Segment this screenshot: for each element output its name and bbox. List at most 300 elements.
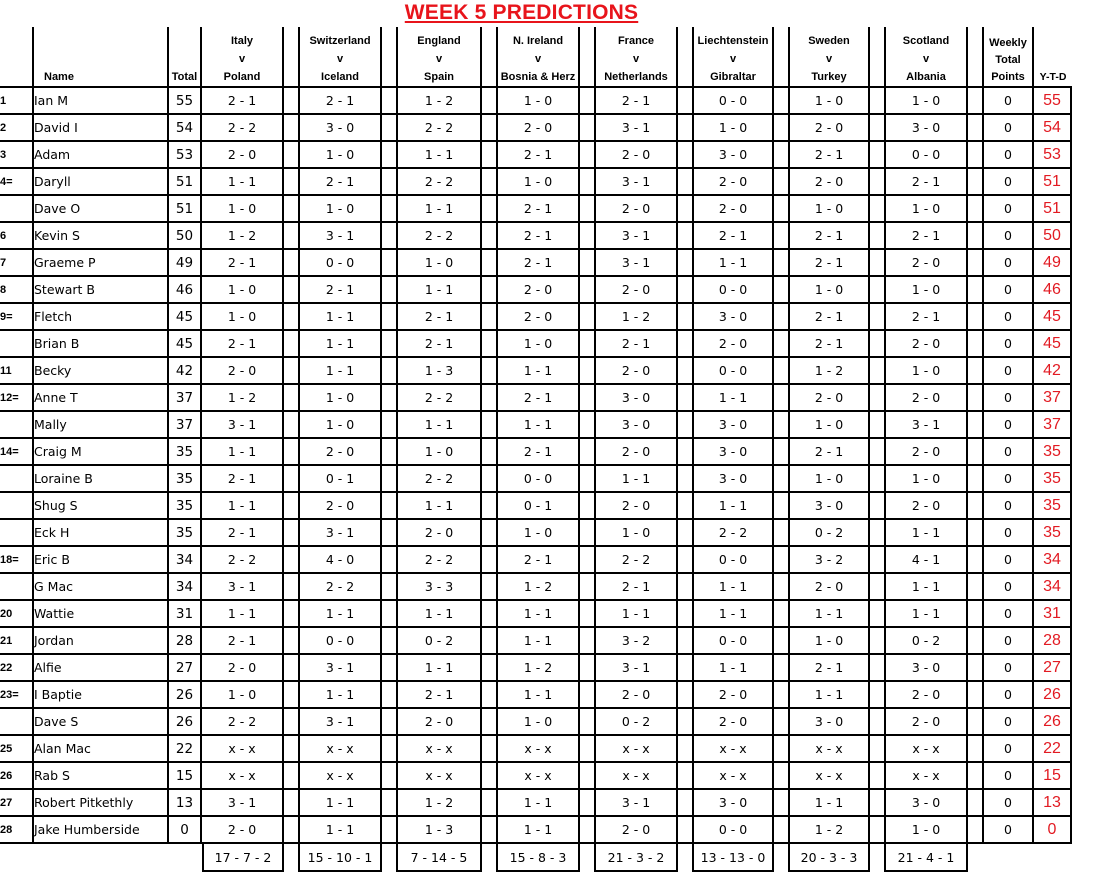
table-row bbox=[0, 86, 1072, 113]
table-row bbox=[0, 815, 1072, 844]
prediction-cell: x - x bbox=[298, 761, 382, 788]
ytd-points: 37 bbox=[1034, 410, 1072, 437]
prediction-cell: 3 - 0 bbox=[692, 464, 774, 491]
prediction-cell: 2 - 1 bbox=[788, 437, 870, 464]
prediction-cell: 2 - 1 bbox=[496, 248, 580, 275]
prediction-cell: x - x bbox=[692, 761, 774, 788]
weekly-points-header: Weekly Total Points bbox=[982, 27, 1034, 86]
rank-cell: 20 bbox=[0, 599, 32, 626]
prediction-cell: 2 - 1 bbox=[788, 302, 870, 329]
weekly-points: 0 bbox=[982, 329, 1034, 356]
total-points: 51 bbox=[167, 167, 202, 194]
prediction-cell: 2 - 1 bbox=[884, 221, 968, 248]
ytd-points: 46 bbox=[1034, 275, 1072, 302]
table-row bbox=[0, 788, 1072, 815]
prediction-cell: 3 - 1 bbox=[594, 788, 678, 815]
fixture-result-summary: 7 - 14 - 5 bbox=[396, 844, 482, 872]
prediction-cell: 1 - 1 bbox=[884, 572, 968, 599]
rank-cell: 14= bbox=[0, 437, 32, 464]
prediction-cell: 1 - 0 bbox=[496, 329, 580, 356]
ytd-points: 54 bbox=[1034, 113, 1072, 140]
total-points: 35 bbox=[167, 491, 202, 518]
player-name: Eck H bbox=[32, 518, 167, 545]
prediction-cell: 1 - 1 bbox=[202, 491, 284, 518]
prediction-cell: 3 - 0 bbox=[692, 788, 774, 815]
weekly-points: 0 bbox=[982, 275, 1034, 302]
fixture-header: Sweden v Turkey bbox=[788, 27, 870, 86]
prediction-cell: x - x bbox=[496, 761, 580, 788]
ytd-points: 34 bbox=[1034, 545, 1072, 572]
prediction-cell: 1 - 1 bbox=[884, 518, 968, 545]
prediction-cell: 1 - 2 bbox=[396, 86, 482, 113]
prediction-cell: 1 - 0 bbox=[594, 518, 678, 545]
prediction-cell: 1 - 0 bbox=[396, 437, 482, 464]
prediction-cell: 2 - 1 bbox=[692, 221, 774, 248]
prediction-cell: 3 - 2 bbox=[788, 545, 870, 572]
prediction-cell: 2 - 1 bbox=[788, 329, 870, 356]
total-points: 45 bbox=[167, 302, 202, 329]
prediction-cell: 2 - 1 bbox=[884, 302, 968, 329]
weekly-points: 0 bbox=[982, 491, 1034, 518]
prediction-cell: 2 - 1 bbox=[594, 572, 678, 599]
prediction-cell: 3 - 0 bbox=[884, 113, 968, 140]
prediction-cell: 1 - 0 bbox=[496, 518, 580, 545]
weekly-points: 0 bbox=[982, 788, 1034, 815]
player-name: Dave S bbox=[32, 707, 167, 734]
prediction-cell: 1 - 1 bbox=[692, 572, 774, 599]
player-name: G Mac bbox=[32, 572, 167, 599]
prediction-cell: 1 - 0 bbox=[298, 383, 382, 410]
prediction-cell: 1 - 1 bbox=[692, 653, 774, 680]
prediction-cell: 2 - 1 bbox=[788, 140, 870, 167]
rank-cell: 18= bbox=[0, 545, 32, 572]
table-row bbox=[0, 572, 1072, 599]
prediction-cell: 0 - 2 bbox=[396, 626, 482, 653]
fixture-header: France v Netherlands bbox=[594, 27, 678, 86]
prediction-cell: 2 - 0 bbox=[884, 707, 968, 734]
rank-cell bbox=[0, 410, 32, 437]
player-name: Wattie bbox=[32, 599, 167, 626]
prediction-cell: 2 - 0 bbox=[788, 383, 870, 410]
prediction-cell: 1 - 1 bbox=[692, 599, 774, 626]
prediction-cell: 1 - 1 bbox=[496, 626, 580, 653]
prediction-cell: 1 - 0 bbox=[496, 86, 580, 113]
prediction-cell: 3 - 0 bbox=[692, 410, 774, 437]
prediction-cell: 2 - 0 bbox=[202, 140, 284, 167]
prediction-cell: 2 - 0 bbox=[496, 302, 580, 329]
prediction-cell: 3 - 1 bbox=[594, 221, 678, 248]
total-points: 35 bbox=[167, 518, 202, 545]
player-name: Graeme P bbox=[32, 248, 167, 275]
total-points: 37 bbox=[167, 410, 202, 437]
weekly-points: 0 bbox=[982, 518, 1034, 545]
prediction-cell: 1 - 1 bbox=[298, 680, 382, 707]
prediction-cell: 1 - 0 bbox=[202, 302, 284, 329]
prediction-cell: 2 - 0 bbox=[884, 437, 968, 464]
prediction-cell: 1 - 0 bbox=[298, 410, 382, 437]
player-name: David I bbox=[32, 113, 167, 140]
prediction-cell: 3 - 1 bbox=[298, 653, 382, 680]
prediction-cell: 1 - 1 bbox=[298, 356, 382, 383]
prediction-cell: 1 - 1 bbox=[496, 680, 580, 707]
footer-totals-row bbox=[0, 844, 1072, 872]
prediction-cell: 2 - 1 bbox=[788, 653, 870, 680]
prediction-cell: 0 - 0 bbox=[298, 248, 382, 275]
prediction-cell: 2 - 1 bbox=[594, 329, 678, 356]
prediction-cell: 2 - 0 bbox=[692, 194, 774, 221]
rank-cell: 8 bbox=[0, 275, 32, 302]
ytd-points: 34 bbox=[1034, 572, 1072, 599]
player-name: Brian B bbox=[32, 329, 167, 356]
table-row bbox=[0, 275, 1072, 302]
prediction-cell: 2 - 2 bbox=[202, 113, 284, 140]
prediction-cell: 2 - 0 bbox=[396, 707, 482, 734]
table-row bbox=[0, 653, 1072, 680]
prediction-cell: 2 - 0 bbox=[594, 491, 678, 518]
prediction-cell: 1 - 0 bbox=[884, 356, 968, 383]
table-row bbox=[0, 626, 1072, 653]
weekly-points: 0 bbox=[982, 734, 1034, 761]
prediction-cell: 1 - 3 bbox=[396, 356, 482, 383]
weekly-points: 0 bbox=[982, 815, 1034, 844]
weekly-points: 0 bbox=[982, 707, 1034, 734]
prediction-cell: x - x bbox=[496, 734, 580, 761]
prediction-cell: 1 - 1 bbox=[396, 140, 482, 167]
prediction-cell: 2 - 0 bbox=[496, 275, 580, 302]
table-row bbox=[0, 302, 1072, 329]
prediction-cell: 2 - 0 bbox=[202, 815, 284, 844]
prediction-cell: 3 - 1 bbox=[884, 410, 968, 437]
prediction-cell: 1 - 0 bbox=[788, 626, 870, 653]
weekly-points: 0 bbox=[982, 113, 1034, 140]
table-row bbox=[0, 167, 1072, 194]
weekly-points: 0 bbox=[982, 221, 1034, 248]
prediction-cell: 2 - 0 bbox=[692, 680, 774, 707]
table-row bbox=[0, 329, 1072, 356]
ytd-points: 27 bbox=[1034, 653, 1072, 680]
prediction-cell: 0 - 2 bbox=[788, 518, 870, 545]
prediction-cell: 2 - 1 bbox=[202, 248, 284, 275]
prediction-cell: 1 - 1 bbox=[298, 329, 382, 356]
prediction-cell: 1 - 0 bbox=[202, 680, 284, 707]
ytd-points: 0 bbox=[1034, 815, 1072, 844]
fixture-header: Scotland v Albania bbox=[884, 27, 968, 86]
weekly-points: 0 bbox=[982, 248, 1034, 275]
prediction-cell: 1 - 2 bbox=[202, 383, 284, 410]
fixture-header: Switzerland v Iceland bbox=[298, 27, 382, 86]
prediction-cell: 1 - 0 bbox=[884, 815, 968, 844]
prediction-cell: 1 - 1 bbox=[496, 599, 580, 626]
prediction-cell: 2 - 2 bbox=[594, 545, 678, 572]
ytd-points: 49 bbox=[1034, 248, 1072, 275]
prediction-cell: 3 - 0 bbox=[692, 302, 774, 329]
fixture-result-summary: 21 - 3 - 2 bbox=[594, 844, 678, 872]
prediction-cell: 1 - 1 bbox=[202, 599, 284, 626]
table-row bbox=[0, 248, 1072, 275]
prediction-cell: 2 - 1 bbox=[496, 194, 580, 221]
total-points: 27 bbox=[167, 653, 202, 680]
prediction-cell: 3 - 1 bbox=[298, 707, 382, 734]
prediction-cell: 0 - 0 bbox=[692, 626, 774, 653]
prediction-cell: 3 - 0 bbox=[594, 410, 678, 437]
total-points: 49 bbox=[167, 248, 202, 275]
prediction-cell: 2 - 1 bbox=[202, 464, 284, 491]
total-points: 53 bbox=[167, 140, 202, 167]
table-row bbox=[0, 518, 1072, 545]
prediction-cell: 1 - 1 bbox=[496, 815, 580, 844]
ytd-points: 35 bbox=[1034, 491, 1072, 518]
prediction-cell: 1 - 0 bbox=[298, 194, 382, 221]
ytd-points: 13 bbox=[1034, 788, 1072, 815]
prediction-cell: x - x bbox=[594, 734, 678, 761]
prediction-cell: 4 - 1 bbox=[884, 545, 968, 572]
prediction-cell: 3 - 1 bbox=[298, 221, 382, 248]
weekly-points: 0 bbox=[982, 437, 1034, 464]
prediction-cell: 2 - 0 bbox=[884, 491, 968, 518]
player-name: Kevin S bbox=[32, 221, 167, 248]
prediction-cell: 1 - 1 bbox=[298, 599, 382, 626]
rank-cell: 7 bbox=[0, 248, 32, 275]
prediction-cell: 1 - 1 bbox=[396, 491, 482, 518]
prediction-cell: 0 - 0 bbox=[692, 275, 774, 302]
prediction-cell: 1 - 1 bbox=[594, 464, 678, 491]
prediction-cell: 3 - 0 bbox=[692, 140, 774, 167]
prediction-cell: 2 - 0 bbox=[202, 356, 284, 383]
rank-cell: 9= bbox=[0, 302, 32, 329]
prediction-cell: 0 - 0 bbox=[496, 464, 580, 491]
player-name: Alfie bbox=[32, 653, 167, 680]
ytd-points: 37 bbox=[1034, 383, 1072, 410]
prediction-cell: 2 - 2 bbox=[396, 113, 482, 140]
prediction-cell: x - x bbox=[594, 761, 678, 788]
prediction-cell: 0 - 0 bbox=[692, 356, 774, 383]
rank-cell: 12= bbox=[0, 383, 32, 410]
prediction-cell: 1 - 3 bbox=[396, 815, 482, 844]
prediction-cell: 1 - 0 bbox=[788, 194, 870, 221]
prediction-cell: 2 - 0 bbox=[788, 113, 870, 140]
rank-cell bbox=[0, 491, 32, 518]
table-row bbox=[0, 140, 1072, 167]
prediction-cell: 3 - 1 bbox=[594, 248, 678, 275]
rank-cell: 27 bbox=[0, 788, 32, 815]
prediction-cell: 3 - 3 bbox=[396, 572, 482, 599]
prediction-cell: x - x bbox=[788, 761, 870, 788]
prediction-cell: 1 - 0 bbox=[884, 86, 968, 113]
prediction-cell: 1 - 0 bbox=[202, 275, 284, 302]
prediction-cell: 2 - 1 bbox=[202, 86, 284, 113]
total-header: Total bbox=[167, 27, 202, 86]
prediction-cell: 1 - 1 bbox=[884, 599, 968, 626]
rank-cell: 26 bbox=[0, 761, 32, 788]
prediction-cell: 2 - 0 bbox=[884, 248, 968, 275]
prediction-cell: 1 - 1 bbox=[396, 410, 482, 437]
prediction-cell: 3 - 0 bbox=[788, 491, 870, 518]
fixture-header: Liechtenstein v Gibraltar bbox=[692, 27, 774, 86]
prediction-cell: 1 - 1 bbox=[692, 491, 774, 518]
prediction-cell: 1 - 1 bbox=[788, 680, 870, 707]
prediction-cell: 0 - 2 bbox=[594, 707, 678, 734]
prediction-cell: 2 - 0 bbox=[692, 707, 774, 734]
prediction-cell: 2 - 0 bbox=[396, 518, 482, 545]
ytd-header: Y-T-D bbox=[1039, 71, 1067, 83]
prediction-cell: 2 - 1 bbox=[396, 329, 482, 356]
prediction-cell: 0 - 0 bbox=[884, 140, 968, 167]
player-name: Daryll bbox=[32, 167, 167, 194]
rank-cell bbox=[0, 518, 32, 545]
total-points: 37 bbox=[167, 383, 202, 410]
prediction-cell: 3 - 0 bbox=[884, 788, 968, 815]
prediction-cell: 1 - 1 bbox=[298, 788, 382, 815]
prediction-cell: 1 - 0 bbox=[788, 86, 870, 113]
fixture-result-summary: 21 - 4 - 1 bbox=[884, 844, 968, 872]
weekly-points: 0 bbox=[982, 383, 1034, 410]
ytd-points: 26 bbox=[1034, 680, 1072, 707]
rank-cell: 11 bbox=[0, 356, 32, 383]
prediction-cell: 1 - 2 bbox=[396, 788, 482, 815]
header-row bbox=[0, 27, 1072, 86]
rank-cell bbox=[0, 464, 32, 491]
ytd-points: 50 bbox=[1034, 221, 1072, 248]
predictions-table bbox=[0, 27, 1072, 872]
prediction-cell: 3 - 1 bbox=[298, 518, 382, 545]
prediction-cell: 1 - 1 bbox=[396, 194, 482, 221]
prediction-cell: 1 - 1 bbox=[692, 248, 774, 275]
rank-cell: 3 bbox=[0, 140, 32, 167]
prediction-cell: 2 - 0 bbox=[788, 572, 870, 599]
table-row bbox=[0, 491, 1072, 518]
prediction-cell: 2 - 0 bbox=[788, 167, 870, 194]
prediction-cell: 2 - 2 bbox=[202, 707, 284, 734]
prediction-cell: 2 - 1 bbox=[788, 221, 870, 248]
player-name: Loraine B bbox=[32, 464, 167, 491]
prediction-cell: 1 - 1 bbox=[692, 383, 774, 410]
rank-cell: 1 bbox=[0, 86, 32, 113]
player-name: Craig M bbox=[32, 437, 167, 464]
prediction-cell: 3 - 0 bbox=[788, 707, 870, 734]
fixture-result-summary: 20 - 3 - 3 bbox=[788, 844, 870, 872]
prediction-cell: 1 - 0 bbox=[884, 275, 968, 302]
fixture-result-summary: 17 - 7 - 2 bbox=[202, 844, 284, 872]
prediction-cell: x - x bbox=[884, 734, 968, 761]
prediction-cell: 3 - 1 bbox=[594, 113, 678, 140]
prediction-cell: 2 - 1 bbox=[202, 329, 284, 356]
fixture-result-summary: 15 - 8 - 3 bbox=[496, 844, 580, 872]
ytd-points: 42 bbox=[1034, 356, 1072, 383]
ytd-points: 35 bbox=[1034, 437, 1072, 464]
ytd-points: 51 bbox=[1034, 194, 1072, 221]
weekly-points: 0 bbox=[982, 140, 1034, 167]
table-row bbox=[0, 545, 1072, 572]
prediction-cell: x - x bbox=[396, 734, 482, 761]
prediction-cell: 3 - 0 bbox=[594, 383, 678, 410]
rank-cell: 23= bbox=[0, 680, 32, 707]
rank-cell bbox=[0, 329, 32, 356]
prediction-cell: 2 - 1 bbox=[298, 275, 382, 302]
fixture-header: Italy v Poland bbox=[202, 27, 284, 86]
prediction-cell: 2 - 2 bbox=[202, 545, 284, 572]
prediction-cell: 1 - 1 bbox=[788, 788, 870, 815]
prediction-cell: 1 - 1 bbox=[298, 815, 382, 844]
prediction-cell: 2 - 1 bbox=[496, 383, 580, 410]
prediction-cell: 3 - 1 bbox=[202, 410, 284, 437]
table-row bbox=[0, 464, 1072, 491]
prediction-cell: 1 - 2 bbox=[594, 302, 678, 329]
total-points: 26 bbox=[167, 707, 202, 734]
total-points: 46 bbox=[167, 275, 202, 302]
prediction-cell: 1 - 1 bbox=[496, 356, 580, 383]
rank-cell: 21 bbox=[0, 626, 32, 653]
prediction-cell: 1 - 0 bbox=[884, 194, 968, 221]
prediction-cell: 2 - 0 bbox=[594, 356, 678, 383]
ytd-points: 35 bbox=[1034, 518, 1072, 545]
total-points: 0 bbox=[167, 815, 202, 844]
fixture-result-summary: 13 - 13 - 0 bbox=[692, 844, 774, 872]
prediction-cell: 2 - 0 bbox=[884, 383, 968, 410]
player-name: Dave O bbox=[32, 194, 167, 221]
prediction-cell: 1 - 0 bbox=[496, 707, 580, 734]
prediction-cell: 2 - 2 bbox=[396, 167, 482, 194]
prediction-cell: 1 - 0 bbox=[396, 248, 482, 275]
prediction-cell: 1 - 0 bbox=[788, 275, 870, 302]
player-name: Alan Mac bbox=[32, 734, 167, 761]
prediction-cell: 2 - 1 bbox=[496, 545, 580, 572]
prediction-cell: 2 - 1 bbox=[396, 302, 482, 329]
prediction-cell: 1 - 2 bbox=[788, 356, 870, 383]
prediction-cell: 2 - 1 bbox=[884, 167, 968, 194]
weekly-points: 0 bbox=[982, 302, 1034, 329]
prediction-cell: 2 - 0 bbox=[496, 113, 580, 140]
table-row bbox=[0, 734, 1072, 761]
total-points: 34 bbox=[167, 572, 202, 599]
prediction-cell: 2 - 1 bbox=[788, 248, 870, 275]
rank-cell: 2 bbox=[0, 113, 32, 140]
prediction-cell: 2 - 1 bbox=[496, 221, 580, 248]
page-title: WEEK 5 PREDICTIONS bbox=[404, 1, 639, 24]
prediction-cell: 2 - 1 bbox=[594, 86, 678, 113]
ytd-points: 28 bbox=[1034, 626, 1072, 653]
total-points: 50 bbox=[167, 221, 202, 248]
prediction-cell: 1 - 0 bbox=[692, 113, 774, 140]
total-points: 34 bbox=[167, 545, 202, 572]
table-row bbox=[0, 410, 1072, 437]
weekly-points: 0 bbox=[982, 572, 1034, 599]
prediction-cell: 1 - 0 bbox=[788, 410, 870, 437]
table-row bbox=[0, 437, 1072, 464]
fixture-result-summary: 15 - 10 - 1 bbox=[298, 844, 382, 872]
prediction-cell: 1 - 1 bbox=[496, 410, 580, 437]
prediction-cell: 3 - 0 bbox=[692, 437, 774, 464]
prediction-cell: 1 - 2 bbox=[788, 815, 870, 844]
prediction-cell: 2 - 1 bbox=[202, 518, 284, 545]
name-header: Name bbox=[32, 27, 167, 86]
player-name: Eric B bbox=[32, 545, 167, 572]
prediction-cell: 3 - 1 bbox=[202, 572, 284, 599]
ytd-points: 22 bbox=[1034, 734, 1072, 761]
weekly-points: 0 bbox=[982, 356, 1034, 383]
prediction-cell: 0 - 0 bbox=[298, 626, 382, 653]
rank-cell: 6 bbox=[0, 221, 32, 248]
prediction-cell: 1 - 0 bbox=[884, 464, 968, 491]
prediction-cell: 2 - 1 bbox=[496, 437, 580, 464]
player-name: I Baptie bbox=[32, 680, 167, 707]
weekly-points: 0 bbox=[982, 680, 1034, 707]
player-name: Jake Humberside bbox=[32, 815, 167, 844]
prediction-cell: 2 - 0 bbox=[692, 329, 774, 356]
prediction-cell: 1 - 1 bbox=[298, 302, 382, 329]
table-row bbox=[0, 680, 1072, 707]
prediction-cell: 2 - 0 bbox=[884, 329, 968, 356]
prediction-cell: 0 - 2 bbox=[884, 626, 968, 653]
